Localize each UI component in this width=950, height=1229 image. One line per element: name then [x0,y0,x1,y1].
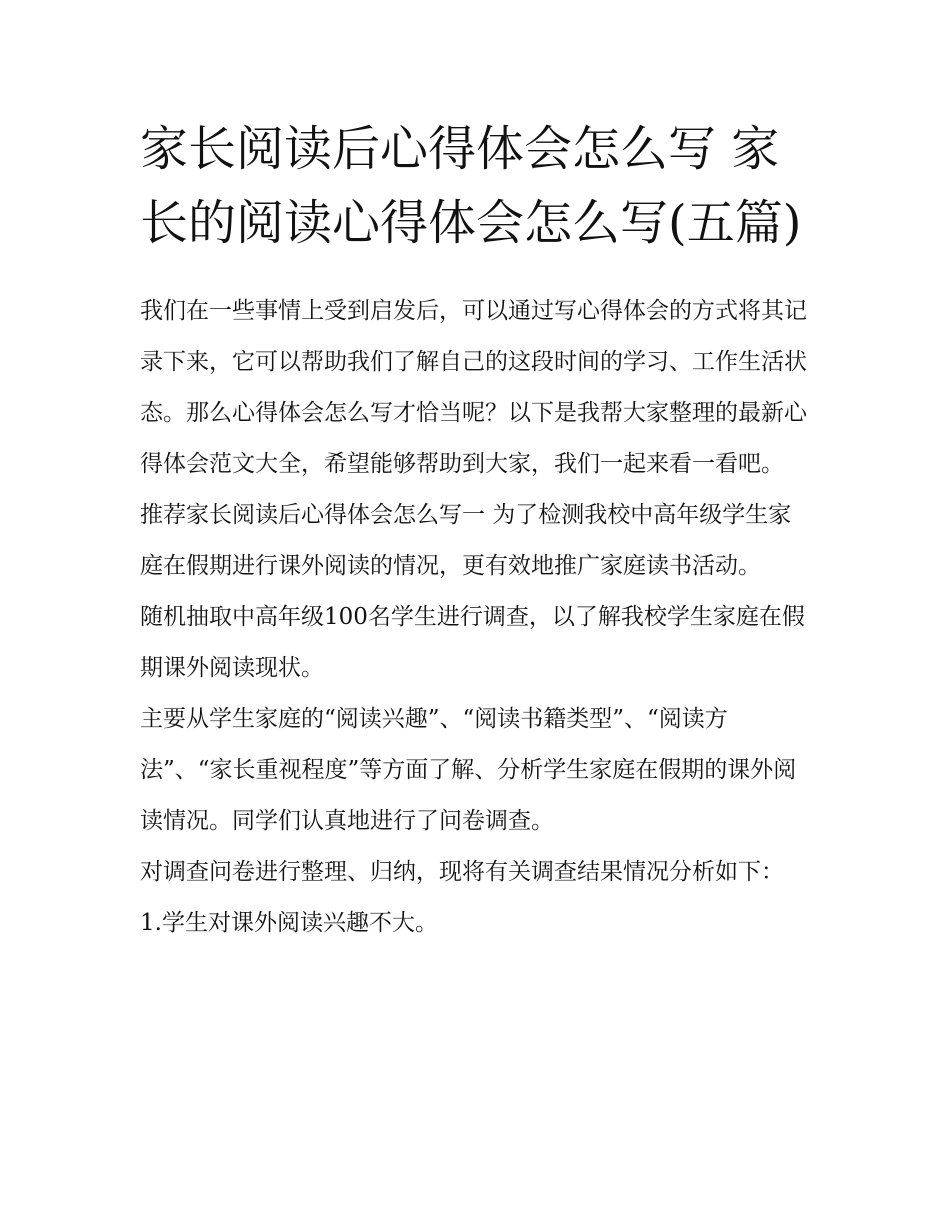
paragraph-survey-aspects: 主要从学生家庭的“阅读兴趣”、“阅读书籍类型”、“阅读方法”、“家长重视程度”等方面了解、分析学生家庭在假期的课外阅读情况。同学们认真地进行了问卷调查。 [140,706,797,834]
paragraph-recommendation: 推荐家长阅读后心得体会怎么写一 为了检测我校中高年级学生家庭在假期进行课外阅读的情况，更有效地推广家庭读书活动。 [140,502,792,579]
document-content [140,112,812,949]
paragraph-analysis: 对调查问卷进行整理、归纳，现将有关调查结果情况分析如下： 1.学生对课外阅读兴趣不大。 [140,859,784,936]
document-body [140,286,812,949]
paragraph-intro: 我们在一些事情上受到启发后，可以通过写心得体会的方式将其记录下来，它可以帮助我们了解自己的这段时间的学习、工作生活状态。那么心得体会怎么写才恰当呢？以下是我帮大家整理的最新心得体会范文大全，希望能够帮助到大家，我们一起来看一看吧。 [140,298,807,477]
paragraph-survey-sample: 随机抽取中高年级100名学生进行调查，以了解我校学生家庭在假期课外阅读现状。 [140,604,805,681]
document-title: 家长阅读后心得体会怎么写 家长的阅读心得体会怎么写(五篇) [140,121,802,251]
